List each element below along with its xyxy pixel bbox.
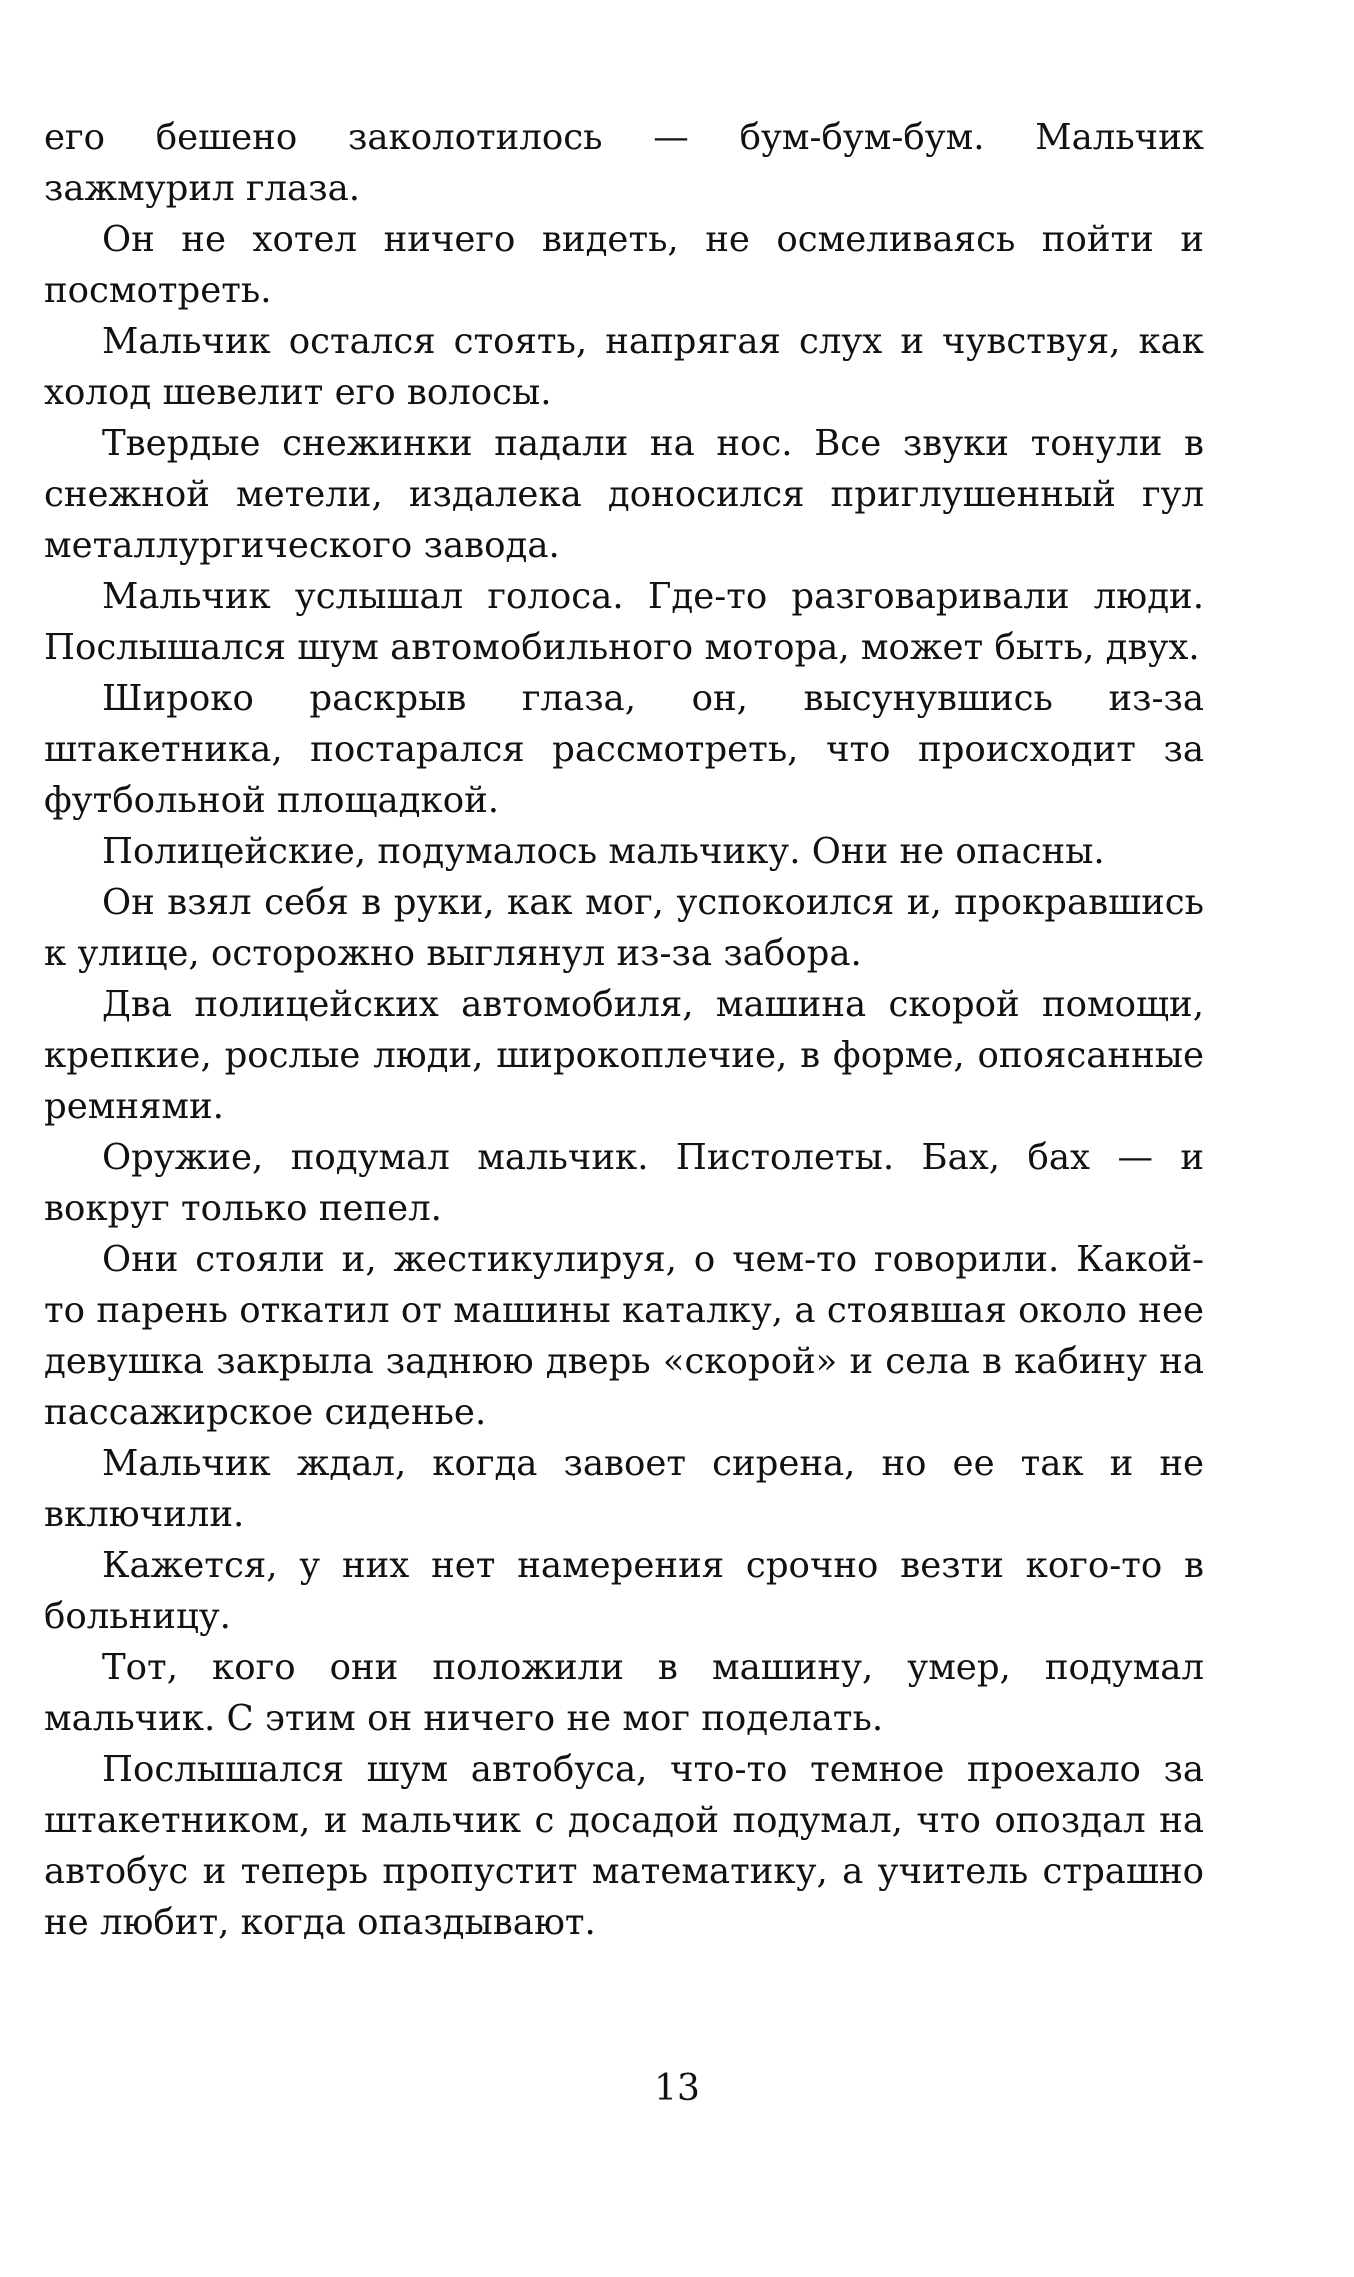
body-text [44,112,1204,1948]
paragraph: Мальчик услышал голоса. Где-то разговаривали люди. Послышался шум автомобильного мотора, может быть, двух. [44,576,1204,668]
paragraph: Широко раскрыв глаза, он, высунувшись из-за штакетника, постарался рассмотреть, что происходит за футбольной площадкой. [44,678,1204,821]
paragraph: Кажется, у них нет намерения срочно везти кого-то в больницу. [44,1545,1204,1637]
paragraph: Полицейские, подумалось мальчику. Они не опасны. [102,831,1105,872]
paragraph: Твердые снежинки падали на нос. Все звуки тонули в снежной метели, издалека доносился приглушенный гул металлургического завода. [44,423,1204,566]
paragraph: Он не хотел ничего видеть, не осмеливаясь пойти и посмотреть. [44,219,1204,311]
paragraph: Послышался шум автобуса, что-то темное проехало за штакетником, и мальчик с досадой подумал, что опоздал на автобус и теперь пропустит математику, а учитель страшно не любит, когда опаздывают. [44,1749,1204,1943]
paragraph: Оружие, подумал мальчик. Пистолеты. Бах, бах — и вокруг только пепел. [44,1137,1204,1229]
paragraph: Они стояли и, жестикулируя, о чем-то говорили. Какой-то парень откатил от машины каталку, а стоявшая около нее девушка закрыла заднюю дверь «скорой» и села в кабину на пассажирское сиденье. [44,1239,1204,1433]
paragraph: Два полицейских автомобиля, машина скорой помощи, крепкие, рослые люди, широкоплечие, в форме, опоясанные ремнями. [44,984,1204,1127]
paragraph: его бешено заколотилось — бум-бум-бум. Мальчик зажмурил глаза. [44,117,1204,209]
paragraph: Мальчик остался стоять, напрягая слух и чувствуя, как холод шевелит его волосы. [44,321,1204,413]
paragraph: Мальчик ждал, когда завоет сирена, но ее так и не включили. [44,1443,1204,1535]
page-number: 13 [654,2068,700,2109]
paragraph: Он взял себя в руки, как мог, успокоился и, прокравшись к улице, осторожно выглянул из-за забора. [44,882,1204,974]
paragraph: Тот, кого они положили в машину, умер, подумал мальчик. С этим он ничего не мог поделать. [44,1647,1204,1739]
